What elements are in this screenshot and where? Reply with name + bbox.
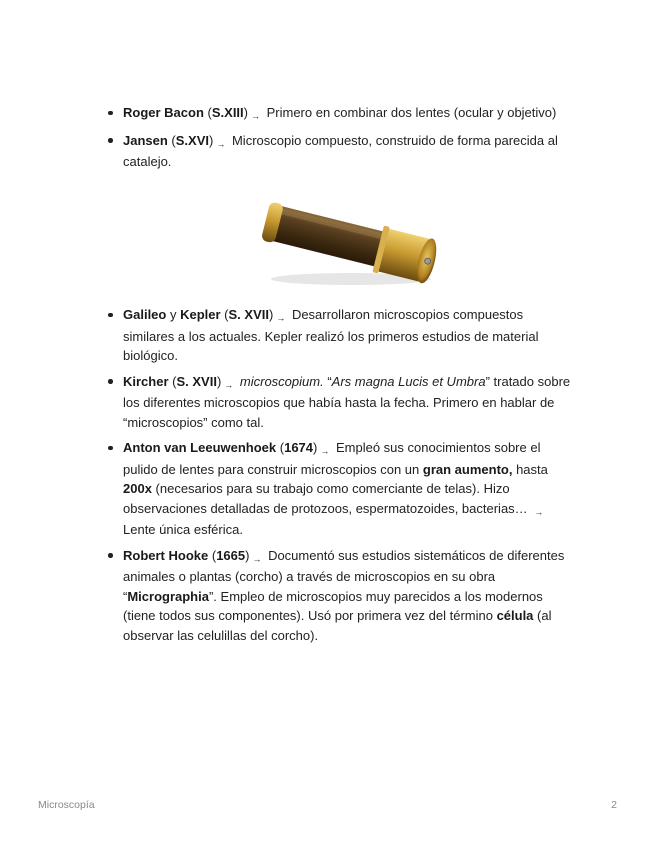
tube-body (260, 197, 440, 286)
person-name: Roger Bacon (123, 105, 204, 120)
person-name: Galileo (123, 307, 167, 322)
person-name: Kepler (180, 307, 221, 322)
person-name: Robert Hooke (123, 547, 209, 563)
list-item-galileo-kepler: Galileo y Kepler (S. XVII) → Desarrollaron microscopios compuestos similares a los actuales. Kepler realizó los primeros estudios de material biológico. (108, 305, 578, 366)
date: S. XVII (176, 373, 217, 389)
date: S. XVII (228, 307, 269, 322)
person-name: Kircher (123, 373, 169, 389)
arrow-icon: → (216, 138, 226, 149)
arrow-icon: → (224, 379, 234, 390)
bullet-list-early (108, 103, 578, 178)
person-name: Anton van Leeuwenhoek (123, 440, 277, 455)
person-name: Jansen (123, 132, 168, 148)
date: 1665 (216, 547, 246, 563)
footer-title: Microscopía (38, 799, 95, 811)
date: 1674 (284, 440, 314, 455)
arrow-icon: → (276, 313, 286, 323)
arrow-icon: → (534, 506, 544, 517)
list-item-leeuwenhoek: Anton van Leeuwenhoek (1674) → Empleó sus conocimientos sobre el pulido de lentes para construir microscopios con un gran aumento, hasta 200x (necesarios para su trabajo como comerciante de telas). Hizo observaciones detalladas de protozoos, espermatozoides, bacterias… → Lente única esférica. (108, 438, 578, 540)
page-number: 2 (611, 799, 617, 811)
list-item-roger-bacon: Roger Bacon (S.XIII) → Primero en combinar dos lentes (ocular y objetivo) (108, 103, 578, 125)
arrow-icon: → (251, 111, 260, 121)
date: S.XIII (211, 105, 244, 120)
list-item-kircher: Kircher (S. XVII) → microscopium. “Ars magna Lucis et Umbra” tratado sobre los diferentes microscopios que había hasta la fecha. Primero en hablar de “microscopios” como tal. (108, 372, 578, 433)
arrow-icon: → (320, 446, 330, 456)
date: S.XVI (175, 132, 210, 148)
bullet-list-later (108, 305, 578, 651)
arrow-icon: → (252, 553, 262, 564)
telescope-tube-image (255, 193, 447, 291)
list-item-jansen: Jansen (S.XVI) → Microscopio compuesto, construido de forma parecida al catalejo. (108, 131, 578, 172)
list-item-hooke: Robert Hooke (1665) → Documentó sus estudios sistemáticos de diferentes animales o plantas (corcho) a través de microscopios en su obra “Micrographia”. Empleo de microscopios muy parecidos a los modernos (tiene todos sus componentes). Usó por primera vez del término célula (al observar las celulillas del corcho). (108, 546, 578, 646)
